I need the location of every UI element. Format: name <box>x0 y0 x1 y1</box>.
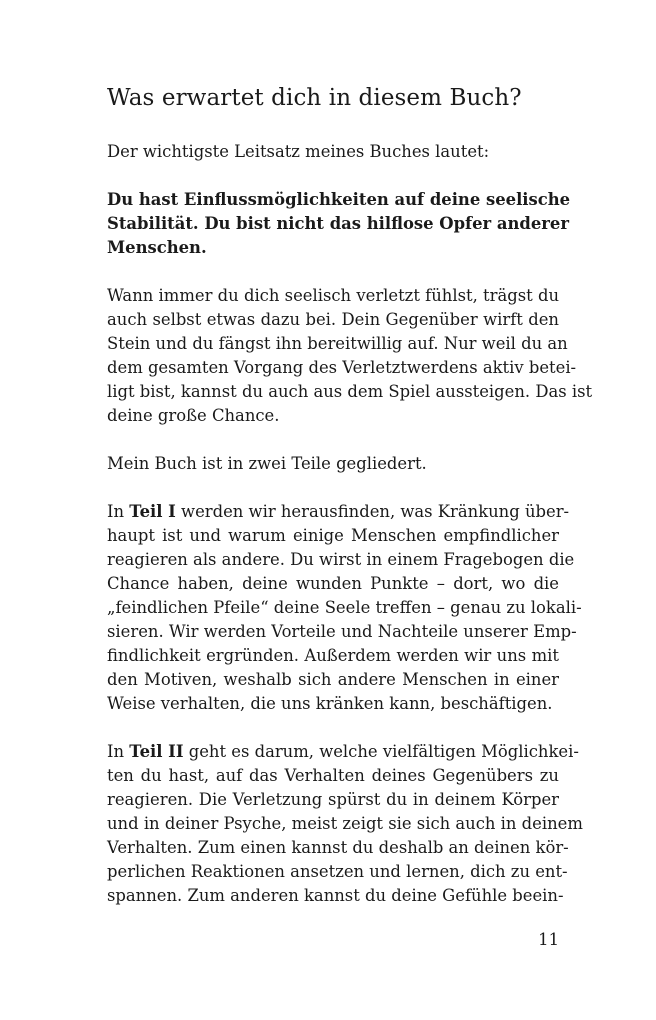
bold-term: Teil II <box>129 741 184 761</box>
paragraph <box>107 284 593 428</box>
paragraph-gap <box>107 428 559 452</box>
paragraph <box>107 740 583 908</box>
body-text <box>107 140 593 908</box>
text-line: Stein und du fängst ihn bereitwillig auf. Nur weil du an <box>107 333 568 353</box>
text-line: reagieren als andere. Du wirst in einem Fragebogen die <box>107 549 575 569</box>
text-line: Menschen. <box>107 237 207 257</box>
text-line: Stabilität. Du bist nicht das hilflose Opfer anderer <box>107 213 569 233</box>
paragraph-gap <box>107 164 559 188</box>
text-line: und in deiner Psyche, meist zeigt sie sich auch in deinem <box>107 813 583 833</box>
text-line: In Teil I werden wir herausfinden, was Kränkung über- <box>107 501 570 521</box>
text-line: Der wichtigste Leitsatz meines Buches lautet: <box>107 141 490 161</box>
paragraph <box>107 500 582 716</box>
text-line: Wann immer du dich seelisch verletzt fühlst, trägst du <box>107 285 559 305</box>
text-line: „feindlichen Pfeile“ deine Seele treffen – genau zu lokali- <box>107 597 582 617</box>
text-line: Weise verhalten, die uns kränken kann, beschäftigen. <box>107 693 553 713</box>
text-line: Du hast Einflussmöglichkeiten auf deine seelische <box>107 189 571 209</box>
book-page <box>107 84 593 908</box>
bold-term: Teil I <box>129 501 176 521</box>
page-number: 11 <box>538 930 559 949</box>
paragraph <box>107 452 559 476</box>
text-line: deine große Chance. <box>107 405 280 425</box>
text-line: Chance haben, deine wunden Punkte – dort, wo die <box>107 573 559 593</box>
chapter-heading: Was erwartet dich in diesem Buch? <box>107 85 522 111</box>
text-line: perlichen Reaktionen ansetzen und lernen, dich zu ent- <box>107 861 568 881</box>
paragraph <box>107 188 571 260</box>
text-line: den Motiven, weshalb sich andere Menschen in einer <box>107 669 559 689</box>
text-line: Mein Buch ist in zwei Teile gegliedert. <box>107 453 427 473</box>
paragraph-gap <box>107 716 559 740</box>
text-line: findlichkeit ergründen. Außerdem werden wir uns mit <box>107 645 559 665</box>
text-line: reagieren. Die Verletzung spürst du in deinem Körper <box>107 789 559 809</box>
text-line: In Teil II geht es darum, welche vielfältigen Möglichkei- <box>107 741 579 761</box>
text-line: ten du hast, auf das Verhalten deines Gegenübers zu <box>107 765 559 785</box>
paragraph <box>107 140 559 164</box>
paragraph-gap <box>107 476 559 500</box>
text-line: auch selbst etwas dazu bei. Dein Gegenüber wirft den <box>107 309 559 329</box>
text-line: Verhalten. Zum einen kannst du deshalb an deinen kör- <box>107 837 569 857</box>
text-line: sieren. Wir werden Vorteile und Nachteile unserer Emp- <box>107 621 577 641</box>
text-line: dem gesamten Vorgang des Verletztwerdens aktiv betei- <box>107 357 577 377</box>
text-line: haupt ist und warum einige Menschen empfindlicher <box>107 525 559 545</box>
text-line: spannen. Zum anderen kannst du deine Gefühle beein- <box>107 885 564 905</box>
text-line: ligt bist, kannst du auch aus dem Spiel aussteigen. Das ist <box>107 381 593 401</box>
paragraph-gap <box>107 260 559 284</box>
